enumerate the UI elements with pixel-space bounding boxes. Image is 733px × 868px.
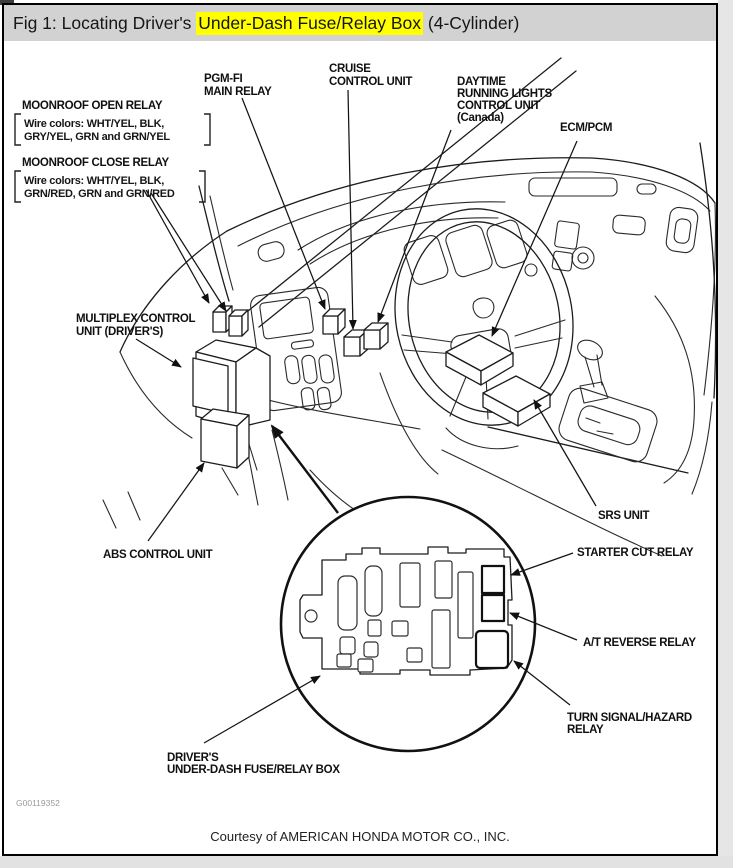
moonroof-open-wires-1: Wire colors: WHT/YEL, BLK,	[24, 118, 164, 130]
figure-title-bar	[4, 5, 716, 41]
ecm-pcm-label: ECM/PCM	[560, 122, 613, 134]
screen-bottom-gutter	[0, 856, 733, 868]
moonroof-open-wires-2: GRY/YEL, GRN and GRN/YEL	[24, 131, 170, 143]
moonroof-open-label: MOONROOF OPEN RELAY	[22, 100, 163, 112]
srs-label: SRS UNIT	[598, 510, 650, 522]
cruise-label-1: CRUISE	[329, 63, 371, 75]
drivers-box-label-1: DRIVER'S	[167, 752, 219, 764]
drl-label-4: (Canada)	[457, 112, 504, 124]
moonroof-close-label: MOONROOF CLOSE RELAY	[22, 157, 169, 169]
cruise-label-2: CONTROL UNIT	[329, 76, 413, 88]
starter-cut-label: STARTER CUT RELAY	[577, 547, 694, 559]
drl-label-1: DAYTIME	[457, 76, 506, 88]
abs-label: ABS CONTROL UNIT	[103, 549, 213, 561]
drivers-box-label-2: UNDER-DASH FUSE/RELAY BOX	[167, 764, 340, 776]
drl-label-2: RUNNING LIGHTS	[457, 88, 552, 100]
at-reverse-label: A/T REVERSE RELAY	[583, 637, 696, 649]
moonroof-close-wires-1: Wire colors: WHT/YEL, BLK,	[24, 175, 164, 187]
figure-code: G00119352	[16, 798, 60, 808]
multiplex-label-1: MULTIPLEX CONTROL	[76, 313, 196, 325]
courtesy-line: Courtesy of AMERICAN HONDA MOTOR CO., INC.	[210, 829, 510, 844]
pgm-fi-label-1: PGM-FI	[204, 73, 243, 85]
figure-title-suffix: (4-Cylinder)	[423, 12, 520, 33]
figure-frame	[2, 3, 718, 856]
figure-title-highlight: Under-Dash Fuse/Relay Box	[198, 12, 422, 33]
turn-hazard-label-1: TURN SIGNAL/HAZARD	[567, 712, 692, 724]
drl-label-3: CONTROL UNIT	[457, 100, 541, 112]
screen-right-gutter	[718, 0, 733, 868]
multiplex-label-2: UNIT (DRIVER'S)	[76, 326, 164, 338]
figure-title-prefix: Fig 1: Locating Driver's	[13, 12, 197, 33]
pgm-fi-label-2: MAIN RELAY	[204, 86, 272, 98]
turn-hazard-label-2: RELAY	[567, 724, 604, 736]
moonroof-close-wires-2: GRN/RED, GRN and GRN/RED	[24, 188, 175, 200]
